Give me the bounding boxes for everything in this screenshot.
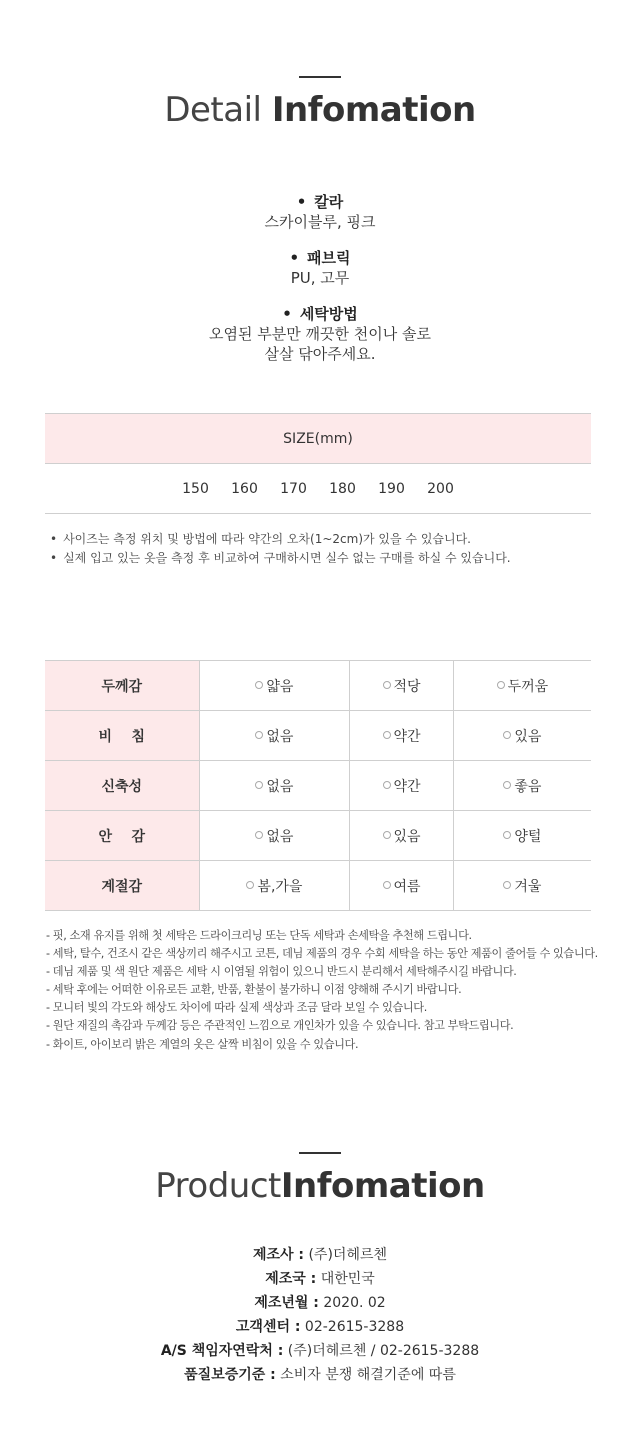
row-label: 두께감 xyxy=(45,661,199,711)
care-notes xyxy=(46,927,636,1054)
option-label: 없음 xyxy=(266,728,294,745)
option-cell xyxy=(199,711,350,761)
product-row xyxy=(0,1243,640,1267)
detail-heading xyxy=(0,76,640,130)
radio-circle-icon xyxy=(255,681,263,689)
size-note: • 사이즈는 측정 위치 및 방법에 따라 약간의 오차(1~2cm)가 있을 수 있습니다. xyxy=(50,530,610,549)
size-table xyxy=(45,413,591,514)
care-note: - 화이트, 아이보리 밝은 계열의 옷은 살짝 비침이 있을 수 있습니다. xyxy=(46,1037,359,1051)
size-cell: 180 xyxy=(329,480,356,497)
product-row xyxy=(0,1339,640,1363)
spec-value: 살살 닦아주세요. xyxy=(264,345,376,363)
size-table-header: SIZE(mm) xyxy=(45,413,591,464)
spec-label: 칼라 xyxy=(314,193,344,211)
care-note: - 모니터 빛의 각도와 해상도 차이에 따라 실제 색상과 조금 달라 보일 수 있습니다. xyxy=(46,1001,427,1015)
spec-value: PU, 고무 xyxy=(290,269,350,287)
option-label: 두꺼움 xyxy=(507,678,549,695)
option-cell xyxy=(199,861,350,911)
option-cell xyxy=(199,661,350,711)
bullet-icon: • xyxy=(282,305,292,323)
option-cell xyxy=(350,661,453,711)
product-key: 제조국 : xyxy=(265,1271,317,1287)
product-value: 2020. 02 xyxy=(318,1295,386,1311)
care-note: - 원단 재질의 촉감과 두께감 등은 주관적인 느낌으로 개인차가 있을 수 있습니다. 참고 부탁드립니다. xyxy=(46,1019,514,1033)
spec-label: 패브릭 xyxy=(307,249,351,267)
spec-list xyxy=(0,192,640,380)
product-row xyxy=(0,1315,640,1339)
radio-circle-icon xyxy=(503,881,511,889)
product-key: 제조사 : xyxy=(252,1247,305,1263)
size-cell: 150 xyxy=(182,480,209,497)
size-row xyxy=(45,464,591,514)
radio-circle-icon xyxy=(383,731,391,739)
product-value: (주)더헤르첸 xyxy=(304,1247,388,1263)
detail-title-light: Detail xyxy=(164,90,262,130)
bullet-icon: • xyxy=(289,249,300,267)
option-label: 약간 xyxy=(393,728,421,745)
option-label: 양털 xyxy=(514,828,542,845)
radio-circle-icon xyxy=(503,781,511,789)
radio-circle-icon xyxy=(255,831,263,839)
product-value: 대한민국 xyxy=(316,1271,375,1287)
spec-item-washing xyxy=(0,304,640,364)
row-label: 계절감 xyxy=(45,861,199,911)
option-label: 약간 xyxy=(393,778,421,795)
product-row xyxy=(0,1363,640,1387)
radio-circle-icon xyxy=(383,781,391,789)
option-label: 여름 xyxy=(393,878,421,895)
care-note: - 세탁, 탈수, 건조시 같은 색상끼리 해주시고 코튼, 데님 제품의 경우 수회 세탁을 하는 동안 제품이 줄어들 수 있습니다. xyxy=(46,947,598,961)
spec-label: 세탁방법 xyxy=(299,305,358,323)
option-label: 없음 xyxy=(266,778,294,795)
detail-title xyxy=(0,90,640,130)
option-cell xyxy=(453,861,591,911)
radio-circle-icon xyxy=(503,731,511,739)
row-label: 안 감 xyxy=(45,811,199,861)
option-cell xyxy=(350,711,453,761)
option-cell xyxy=(199,761,350,811)
care-note: - 핏, 소재 유지를 위해 첫 세탁은 드라이크리닝 또는 단독 세탁과 손세탁을 추천해 드립니다. xyxy=(46,929,472,942)
product-value: 02-2615-3288 xyxy=(300,1319,405,1335)
care-note: - 데님 제품 및 색 원단 제품은 세탁 시 이염될 위험이 있으니 반드시 분리해서 세탁해주시길 바랍니다. xyxy=(46,965,517,979)
option-label: 없음 xyxy=(266,828,294,845)
radio-circle-icon xyxy=(503,831,511,839)
option-cell xyxy=(350,861,453,911)
product-title xyxy=(0,1166,640,1206)
radio-circle-icon xyxy=(497,681,505,689)
size-cell: 160 xyxy=(231,480,258,497)
size-notes xyxy=(50,530,610,568)
option-cell xyxy=(453,711,591,761)
spec-item-color xyxy=(0,192,640,232)
radio-circle-icon xyxy=(255,731,263,739)
option-cell xyxy=(350,811,453,861)
table-row xyxy=(45,661,591,711)
radio-circle-icon xyxy=(383,831,391,839)
detail-title-bold: Infomation xyxy=(271,90,476,130)
table-row xyxy=(45,861,591,911)
option-label: 좋음 xyxy=(514,778,542,795)
option-cell xyxy=(199,811,350,861)
option-label: 봄,가을 xyxy=(257,878,303,895)
radio-circle-icon xyxy=(383,881,391,889)
size-cell: 170 xyxy=(280,480,307,497)
product-key: 제조년월 : xyxy=(254,1295,319,1311)
table-row xyxy=(45,761,591,811)
size-note: • 실제 입고 있는 옷을 측정 후 비교하여 구매하시면 실수 없는 구매를 하실 수 있습니다. xyxy=(50,549,610,568)
product-key: 고객센터 : xyxy=(235,1319,301,1335)
product-row xyxy=(0,1267,640,1291)
product-row xyxy=(0,1291,640,1315)
heading-rule xyxy=(299,76,341,78)
table-row xyxy=(45,711,591,761)
spec-value: 스카이블루, 핑크 xyxy=(264,213,376,231)
product-title-light: Product xyxy=(155,1166,281,1206)
option-label: 얇음 xyxy=(266,678,294,695)
spec-item-fabric xyxy=(0,248,640,288)
product-key: 품질보증기준 : xyxy=(184,1367,276,1383)
size-cell: 200 xyxy=(427,480,454,497)
table-row xyxy=(45,811,591,861)
row-label: 신축성 xyxy=(45,761,199,811)
size-cell: 190 xyxy=(378,480,405,497)
option-cell xyxy=(453,661,591,711)
option-cell xyxy=(350,761,453,811)
radio-circle-icon xyxy=(255,781,263,789)
care-note: - 세탁 후에는 어떠한 이유로든 교환, 반품, 환불이 불가하니 이점 양해해 주시기 바랍니다. xyxy=(46,983,462,997)
product-title-bold: Infomation xyxy=(280,1166,485,1206)
option-label: 적당 xyxy=(393,678,421,695)
heading-rule xyxy=(299,1152,341,1154)
product-value: (주)더헤르첸 / 02-2615-3288 xyxy=(283,1343,480,1359)
product-key: A/S 책임자연락처 : xyxy=(160,1343,284,1359)
option-label: 있음 xyxy=(514,728,542,745)
row-label: 비 침 xyxy=(45,711,199,761)
radio-circle-icon xyxy=(383,681,391,689)
spec-value: 오염된 부분만 깨끗한 천이나 솔로 xyxy=(209,325,431,343)
feel-table xyxy=(45,660,591,911)
option-cell xyxy=(453,811,591,861)
option-label: 있음 xyxy=(393,828,421,845)
product-heading xyxy=(0,1152,640,1206)
radio-circle-icon xyxy=(246,881,254,889)
product-info-list xyxy=(0,1243,640,1387)
bullet-icon: • xyxy=(296,193,307,211)
product-value: 소비자 분쟁 해결기준에 따름 xyxy=(275,1367,456,1383)
option-cell xyxy=(453,761,591,811)
option-label: 겨울 xyxy=(514,878,542,895)
